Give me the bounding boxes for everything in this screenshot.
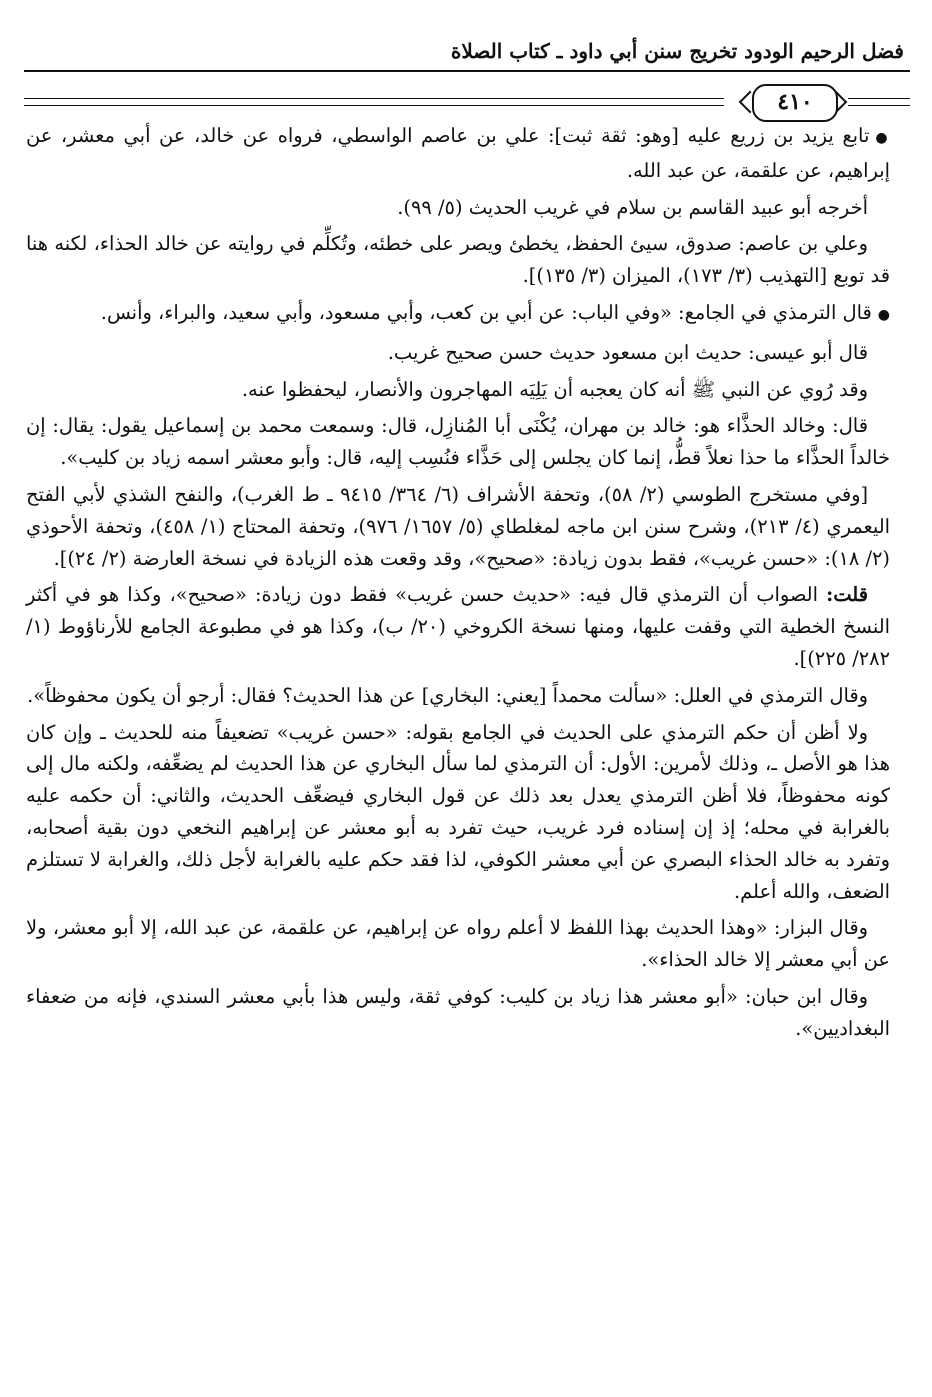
paragraph-text: وقال البزار: «وهذا الحديث بهذا اللفظ لا أعلم رواه عن إبراهيم، عن علقمة، عن عبد الله، إلا أبو معشر، ولا عن أبي معشر إلا خالد الحذاء».: [26, 916, 890, 972]
header-ornament-line-left: [24, 98, 724, 106]
page-number: ٤١٠: [752, 84, 838, 122]
paragraph-text: الصواب أن الترمذي قال فيه: «حديث حسن غريب» فقط دون زيادة: «صحيح»، وكذا هو في أكثر النسخ الخطية التي وقفت عليها، ومنها نسخة الكروخي (٢٠/ ب)، وكذا هو في مطبوعة الجامع للأرناؤوط (١/ ٢٨٢/ ٢٢٥)].: [26, 583, 890, 670]
paragraph-text: قال أبو عيسى: حديث ابن مسعود حديث حسن صحيح غريب.: [387, 340, 868, 364]
page-body: [26, 120, 890, 1050]
header-ornament-line-right: [848, 98, 910, 106]
paragraph-text: أخرجه أبو عبيد القاسم بن سلام في غريب الحديث (٥/ ٩٩).: [397, 195, 868, 219]
paragraph-3: [26, 228, 890, 292]
paragraph-5: [26, 337, 890, 369]
paragraph-2: [26, 192, 890, 224]
paragraph-6: [26, 374, 890, 406]
paragraph-text: قال: وخالد الحذَّاء هو: خالد بن مهران، يُكْنَى أبا المُنازِل، قال: وسمعت محمد بن إسماعيل يقول: يقال: إن خالداً الحذَّاء ما حذا نعلاً قطُّ، إنما كان يجلس إلى حَذَّاء فنُسِب إليه، قال: وأبو معشر اسمه زياد بن كليب».: [26, 414, 890, 470]
paragraph-text: وقال الترمذي في العلل: «سألت محمداً [يعني: البخاري] عن هذا الحديث؟ فقال: أرجو أن يكون محفوظاً».: [27, 683, 868, 707]
paragraph-text: وقال ابن حبان: «أبو معشر هذا زياد بن كليب: كوفي ثقة، وليس هذا بأبي معشر السندي، فإنه من ضعفاء البغداديين».: [26, 984, 890, 1040]
paragraph-7: [26, 410, 890, 474]
paragraph-text: وعلي بن عاصم: صدوق، سيئ الحفظ، يخطئ ويصر على خطئه، وتُكلِّم في روايته عن خالد الحذاء، لكنه هنا قد توبع [التهذيب (٣/ ١٧٣)، الميزان (٣/ ١٣٥)].: [26, 232, 890, 288]
paragraph-4: [26, 297, 890, 332]
paragraph-11: [26, 717, 890, 908]
paragraph-text: ولا أظن أن حكم الترمذي على الحديث في الجامع بقوله: «حسن غريب» تضعيفاً منه للحديث ـ وإن كان هذا هو الأصل ـ، وذلك لأمرين: الأول: أن الترمذي لما سأل البخاري عن هذا الحديث لم يضعِّفه، ولكنه مال إلى كونه محفوظاً، فلا أظن الترمذي يعدل بعد ذلك عن قول البخاري فيضعِّف الحديث، والثاني: أن حكمه عليه بالغرابة في محله؛ إذ إن إسناده فرد غريب، حيث تفرد به أبو معشر عن إبراهيم النخعي دون بقية أصحابه، وتفرد به خالد الحذاء البصري عن أبي معشر الكوفي، لذا فقد حكم عليه بالغرابة لأجل ذلك، والغرابة لا تستلزم الضعف، والله أعلم.: [26, 720, 890, 903]
paragraph-text: [وفي مستخرج الطوسي (٢/ ٥٨)، وتحفة الأشراف (٦/ ٣٦٤/ ٩٤١٥ ـ ط الغرب)، والنفح الشذي لأبي الفتح اليعمري (٤/ ٢١٣)، وشرح سنن ابن ماجه لمغلطاي (٥/ ١٦٥٧/ ٩٧٦)، وتحفة المحتاج (١/ ٤٥٨)، وتحفة الأحوذي (٢/ ١٨): «حسن غريب»، فقط بدون زيادة: «صحيح»، وقد وقعت هذه الزيادة في نسخة العارضة (٢/ ٢٤)].: [26, 482, 890, 570]
paragraph-text: وقد رُوي عن النبي ﷺ أنه كان يعجبه أن يَلِيَه المهاجرون والأنصار، ليحفظوا عنه.: [241, 377, 868, 401]
paragraph-12: [26, 912, 890, 976]
paragraph-13: [26, 981, 890, 1045]
paragraph-10: [26, 680, 890, 712]
paragraph-8: [26, 479, 890, 574]
paragraph-text: تابع يزيد بن زريع عليه [وهو: ثقة ثبت]: علي بن عاصم الواسطي، فرواه عن خالد، عن أبي معشر، عن إبراهيم، عن علقمة، عن عبد الله.: [26, 124, 890, 182]
bullet-icon: ●: [877, 306, 890, 323]
header-rule: [24, 70, 910, 72]
paragraph-9: [26, 579, 890, 674]
paragraph-lead: قلت:: [826, 583, 868, 607]
running-title: فضل الرحيم الودود تخريج سنن أبي داود ـ كتاب الصلاة: [450, 39, 904, 63]
paragraph-text: قال الترمذي في الجامع: «وفي الباب: عن أبي بن كعب، وأبي مسعود، وأبي سعيد، والبراء، وأنس.: [100, 300, 872, 324]
page-header: [24, 36, 910, 115]
bullet-icon: ●: [875, 130, 891, 146]
paragraph-1: [26, 120, 890, 187]
